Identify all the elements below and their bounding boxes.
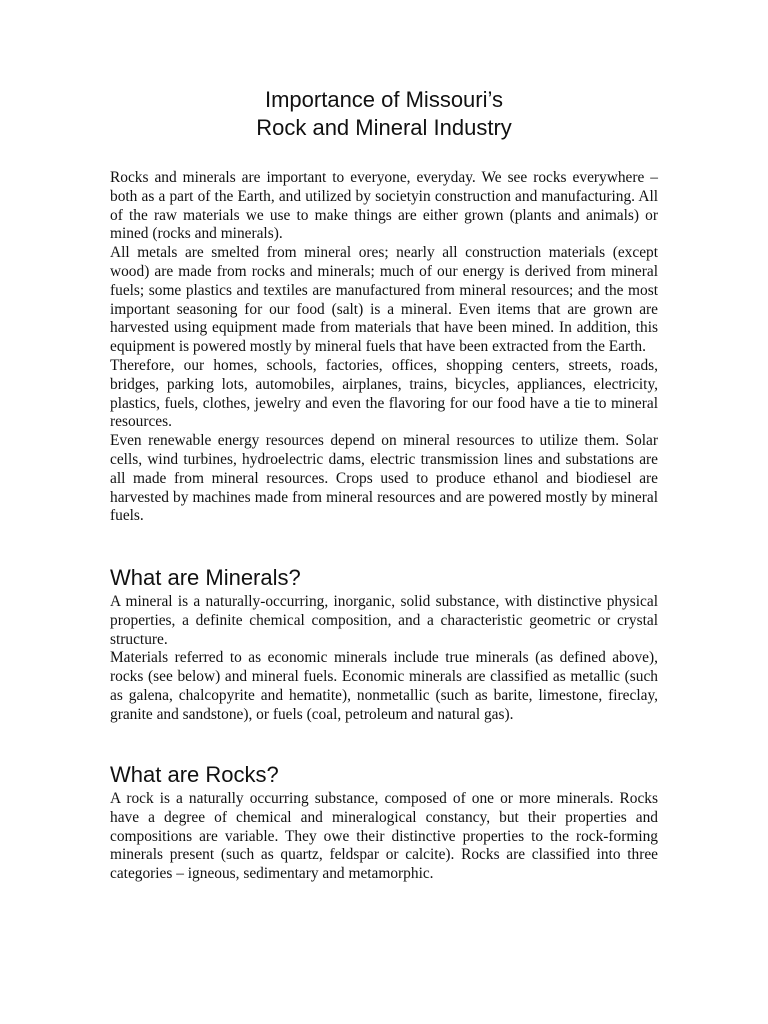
intro-paragraph-2: All metals are smelted from mineral ores; nearly all construction materials (except wood) are made from rocks and minerals; much of our energy is derived from mineral fuels; some plastics and textiles are manufactured from mineral resources; and the most important seasoning for our food (salt) is a mineral. Even items that are grown are harvested using equipment made from materials that have been mined. In addition, this equipment is powered mostly by mineral fuels that have been extracted from the Earth. [110,244,658,356]
rocks-section [110,790,658,884]
rocks-paragraph-1: A rock is a naturally occurring substance, composed of one or more minerals. Rocks have a degree of chemical and mineralogical constancy, but their properties and compositions are variable. They owe their distinctive properties to the rock-forming minerals present (such as quartz, feldspar or calcite). Rocks are classified into three categories – igneous, sedimentary and metamorphic. [110,790,658,883]
minerals-section [110,593,658,725]
page-title-line-2: Rock and Mineral Industry [256,115,512,140]
minerals-paragraph-1: A mineral is a naturally-occurring, inorganic, solid substance, with distinctive physical properties, a definite chemical composition, and a characteristic geometric or crystal structure. [110,593,658,648]
minerals-heading: What are Minerals? [110,565,301,590]
intro-section [110,169,658,526]
intro-paragraph-1: Rocks and minerals are important to everyone, everyday. We see rocks everywhere – both as a part of the Earth, and utilized by societyin construction and manufacturing. All of the raw materials we use to make things are either grown (plants and animals) or mined (rocks and minerals). [110,169,658,243]
intro-paragraph-3: Therefore, our homes, schools, factories, offices, shopping centers, streets, roads, bridges, parking lots, automobiles, airplanes, trains, bicycles, appliances, electricity, plastics, fuels, clothes, jewelry and even the flavoring for our food have a tie to mineral resources. [110,356,658,431]
intro-paragraph-4: Even renewable energy resources depend on mineral resources to utilize them. Solar cells, wind turbines, hydroelectric dams, electric transmission lines and substations are all made from mineral resources. Crops used to produce ethanol and biodiesel are harvested by machines made from mineral resources and are powered mostly by mineral fuels. [110,432,658,525]
minerals-paragraph-2: Materials referred to as economic minerals include true minerals (as defined above), rocks (see below) and mineral fuels. Economic minerals are classified as metallic (such as galena, chalcopyrite and hematite), nonmetallic (such as barite, limestone, fireclay, granite and sandstone), or fuels (coal, petroleum and natural gas). [110,649,658,723]
rocks-heading: What are Rocks? [110,762,279,787]
page-title-line-1: Importance of Missouri’s [264,87,503,112]
